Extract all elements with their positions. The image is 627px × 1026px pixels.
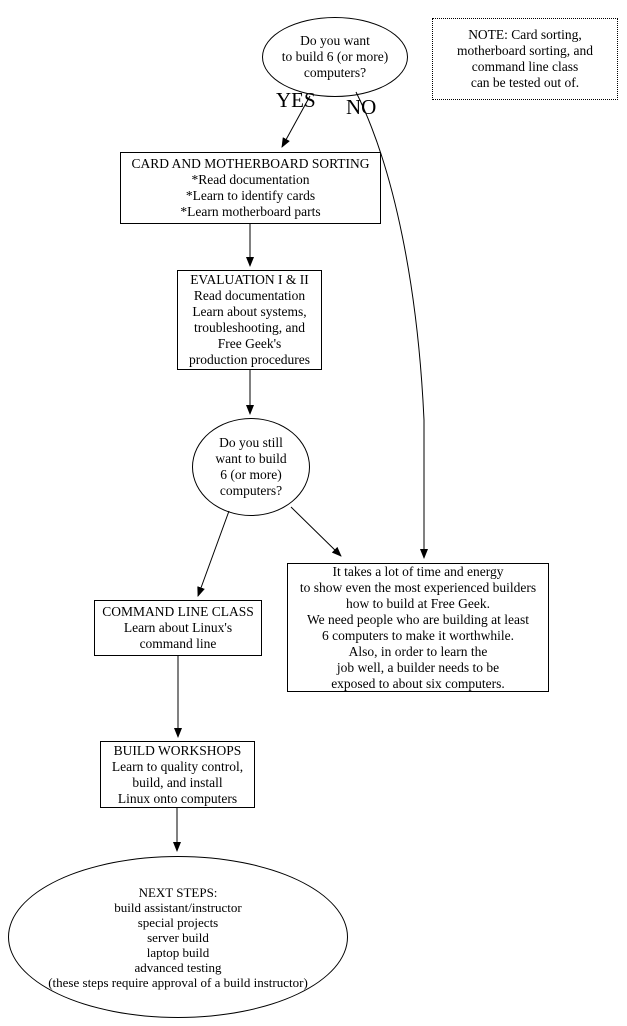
node-text-line: Learn to quality control, (111, 758, 244, 774)
node-text-line: build assistant/instructor (114, 899, 242, 915)
node-text-line: It takes a lot of time and energy (332, 563, 504, 579)
node-text-line: command line (139, 636, 217, 651)
node-text-line: BUILD WORKSHOPS (113, 742, 242, 758)
node-text-line: want to build (215, 451, 287, 466)
node-text-line: to build 6 (or more) (281, 49, 389, 64)
node-text-line: computers? (303, 65, 367, 80)
node-text-line: build, and install (132, 774, 223, 790)
node-text-line: Learn about Linux's (123, 620, 233, 635)
node-text-line: CARD AND MOTHERBOARD SORTING (131, 156, 370, 171)
node-text-line: *Learn motherboard parts (180, 204, 321, 219)
node-text-line: to show even the most experienced builders (299, 579, 537, 595)
note-box (432, 18, 618, 100)
node-text-line: *Read documentation (191, 172, 310, 187)
node-text-line: server build (147, 929, 209, 945)
build-workshops-box (100, 741, 255, 808)
node-text-line: Read documentation (193, 288, 306, 303)
evaluation-box (177, 270, 322, 370)
node-text-line: NEXT STEPS: (138, 884, 218, 900)
node-text-line: Linux onto computers (117, 790, 238, 806)
node-text-line: exposed to about six computers. (331, 675, 505, 691)
node-text-line: can be tested out of. (470, 75, 580, 90)
node-text-line: job well, a builder needs to be (336, 659, 500, 675)
node-text-line: production procedures (188, 352, 311, 367)
node-text-line: laptop build (146, 944, 210, 960)
edge-decision-to-rationale (291, 507, 341, 556)
node-text-line: Do you still (219, 435, 283, 450)
still-decision-ellipse (192, 418, 310, 516)
node-text-line: Learn about systems, (192, 304, 307, 319)
node-text-line: (these steps require approval of a build instructor) (48, 974, 308, 990)
node-text-line: computers? (219, 483, 283, 498)
node-text-line: Also, in order to learn the (348, 643, 488, 659)
node-text-line: how to build at Free Geek. (346, 595, 490, 611)
command-line-class-box (94, 600, 262, 656)
node-text-line: command line class (471, 59, 579, 74)
next-steps-ellipse (8, 856, 348, 1018)
card-sorting-box (120, 152, 381, 224)
start-decision-ellipse (262, 17, 408, 97)
node-text-line: special projects (137, 914, 219, 930)
node-text-line: EVALUATION I & II (190, 272, 309, 287)
rationale-box (287, 563, 549, 692)
node-text-line: COMMAND LINE CLASS (102, 604, 254, 619)
node-text-line: motherboard sorting, and (456, 43, 594, 58)
node-text-line: 6 computers to make it worthwhile. (322, 627, 514, 643)
node-text-line: Do you want (300, 33, 370, 48)
edge-label-no: NO (346, 95, 377, 119)
node-text-line: advanced testing (134, 959, 222, 975)
node-text-line: *Learn to identify cards (185, 188, 316, 203)
node-text-line: NOTE: Card sorting, (468, 27, 582, 42)
node-text-line: troubleshooting, and (194, 320, 305, 335)
edge-decision-to-commandline (198, 511, 229, 596)
node-text-line: Free Geek's (217, 336, 282, 351)
node-text-line: 6 (or more) (220, 467, 282, 482)
edge-label-yes: YES (276, 88, 316, 112)
node-text-line: We need people who are building at least (307, 611, 529, 627)
